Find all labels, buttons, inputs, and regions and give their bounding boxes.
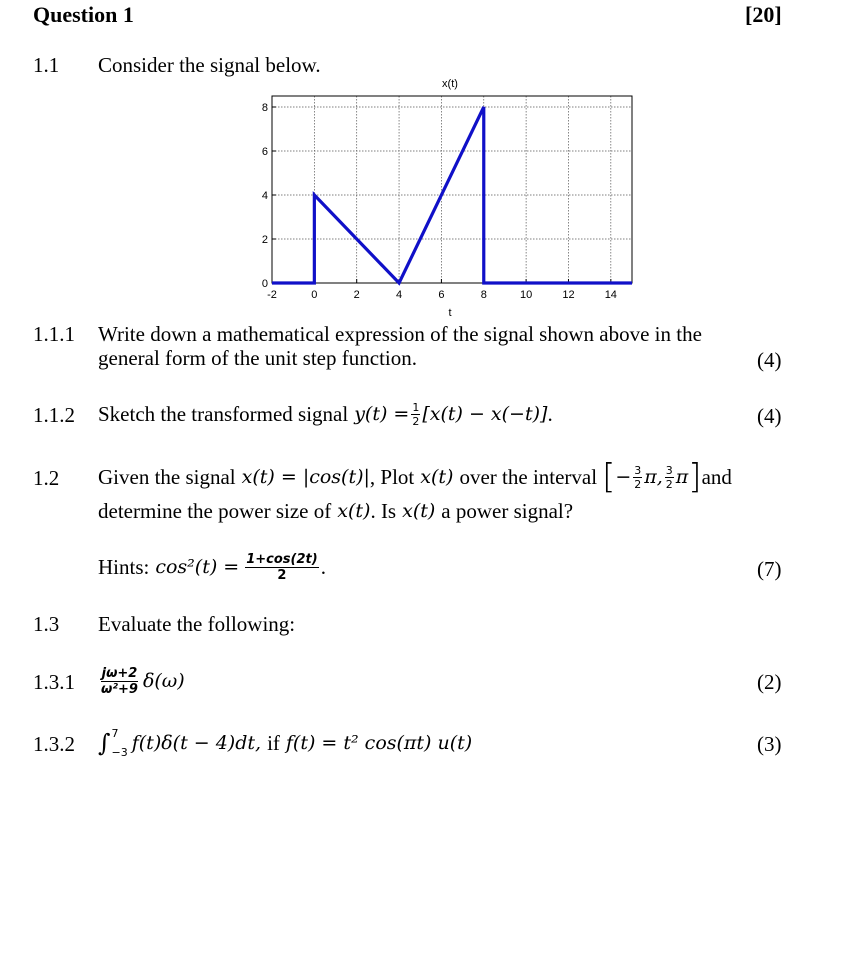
q1-2-hint-lhs: cos²(t) = <box>155 556 240 578</box>
y-tick-label: 8 <box>261 102 268 114</box>
x-tick-label: 2 <box>353 289 360 301</box>
y-tick-label: 4 <box>261 190 268 202</box>
q1-1-2-period: . <box>547 401 553 426</box>
q1-2-text-a: Given the signal <box>98 464 236 489</box>
q1-3-1-frac-den: ω²+9 <box>101 681 138 697</box>
q1-2-frac-b-den: 2 <box>665 477 673 491</box>
q1-1-2-eq-lhs: y(t) = <box>354 403 410 425</box>
y-tick-label: 6 <box>261 146 268 158</box>
q1-2-close-bracket: ] <box>688 457 702 497</box>
x-tick-label: 0 <box>311 289 318 301</box>
q1-1-2-line <box>98 397 553 431</box>
total-marks: [20] <box>745 2 782 27</box>
signal-chart <box>240 72 650 322</box>
q1-1-1-marks: (4) <box>757 348 782 372</box>
q1-3-2-integral: ∫ <box>98 729 111 757</box>
q1-2-line1 <box>98 458 732 496</box>
q1-3-1-expr <box>98 660 185 702</box>
q1-2-hint-num: 1+cos(2t) <box>246 551 318 567</box>
x-tick-label: 14 <box>604 289 617 301</box>
q1-2-open-bracket: [ <box>602 457 616 497</box>
q1-2-line2-c: a power signal? <box>441 498 574 523</box>
q1-2-int-minus: − <box>615 466 632 488</box>
q1-2-text-b: , Plot <box>369 464 415 489</box>
q1-2-eq-signal: x(t) = |cos(t)| <box>241 466 370 488</box>
q1-1-2-number: 1.1.2 <box>33 403 75 427</box>
q1-3-1-number: 1.3.1 <box>33 670 75 694</box>
q1-3-2-number: 1.3.2 <box>33 732 75 756</box>
q1-3-2-upper: 7 <box>111 727 119 740</box>
q1-2-hint-den: 2 <box>277 567 287 583</box>
q1-2-line2 <box>98 498 573 524</box>
chart-axes <box>272 96 632 283</box>
q1-3-2-marks: (3) <box>757 732 782 756</box>
q1-2-text-c: over the interval <box>459 464 598 489</box>
q1-3-1-delta: δ(ω) <box>142 670 185 692</box>
x-tick-label: 4 <box>395 289 403 301</box>
q1-2-text-and: and <box>701 464 732 489</box>
q1-1-1-line2: general form of the unit step function. <box>98 346 417 370</box>
q1-1-2-text: Sketch the transformed signal <box>98 401 349 426</box>
q1-1-1-line1: Write down a mathematical expression of the signal shown above in the <box>98 322 702 346</box>
x-tick-label: 8 <box>480 289 487 301</box>
q1-1-1-number: 1.1.1 <box>33 322 75 346</box>
q1-2-hint <box>98 546 326 588</box>
q1-1-number: 1.1 <box>33 53 60 77</box>
q1-2-line2-eq2: x(t) <box>402 500 436 522</box>
q1-2-hint-frac <box>245 553 318 582</box>
x-tick-label: 10 <box>519 289 533 301</box>
q1-1-2-half-num: 1 <box>412 400 420 414</box>
q1-3-number: 1.3 <box>33 612 60 636</box>
q1-1-2-eq-rhs: [x(t) − x(−t)] <box>422 403 548 425</box>
x-tick-label: 12 <box>562 289 575 301</box>
q1-1-2-marks: (4) <box>757 404 782 428</box>
y-tick-label: 0 <box>261 278 268 290</box>
q1-2-frac-b <box>665 465 674 490</box>
q1-1-text: Consider the signal below. <box>98 53 321 77</box>
q1-2-marks: (7) <box>757 557 782 581</box>
q1-1-2-half <box>411 402 420 427</box>
q1-3-text: Evaluate the following: <box>98 612 296 636</box>
question-title: Question 1 <box>33 2 134 27</box>
q1-2-number: 1.2 <box>33 466 60 490</box>
q1-2-frac-a <box>633 465 642 490</box>
q1-3-2-if: if <box>267 730 280 755</box>
q1-3-2-lower: −3 <box>111 746 128 759</box>
q1-3-2-expr <box>98 722 472 764</box>
q1-2-pi-comma: π, <box>644 466 663 488</box>
chart-title: x(t) <box>442 78 458 90</box>
x-tick-label: 6 <box>438 289 445 301</box>
q1-1-2-half-den: 2 <box>412 414 420 428</box>
q1-2-line2-b: . Is <box>370 498 397 523</box>
q1-3-1-frac-num: jω+2 <box>101 665 138 681</box>
q1-3-1-marks: (2) <box>757 670 782 694</box>
q1-2-hint-label: Hints: <box>98 554 150 579</box>
plot-frame <box>272 96 632 283</box>
q1-2-frac-a-den: 2 <box>634 477 642 491</box>
q1-3-1-frac <box>100 667 139 696</box>
q1-2-frac-b-num: 3 <box>665 463 673 477</box>
q1-2-frac-a-num: 3 <box>634 463 642 477</box>
q1-2-eq-x: x(t) <box>420 466 454 488</box>
q1-2-hint-period: . <box>320 554 326 579</box>
q1-2-pi: π <box>675 466 689 488</box>
q1-3-2-cond: f(t) = t² cos(πt) u(t) <box>285 732 473 754</box>
y-tick-label: 2 <box>261 234 268 246</box>
chart-grid <box>272 96 632 283</box>
q1-2-line2-eq: x(t) <box>337 500 371 522</box>
q1-2-line2-a: determine the power size of <box>98 498 332 523</box>
q1-3-2-integrand: f(t)δ(t − 4)dt, <box>131 732 262 754</box>
q1-3-2-limits <box>112 727 128 759</box>
chart-xlabel: t <box>448 307 452 319</box>
x-tick-label: -2 <box>267 289 277 301</box>
